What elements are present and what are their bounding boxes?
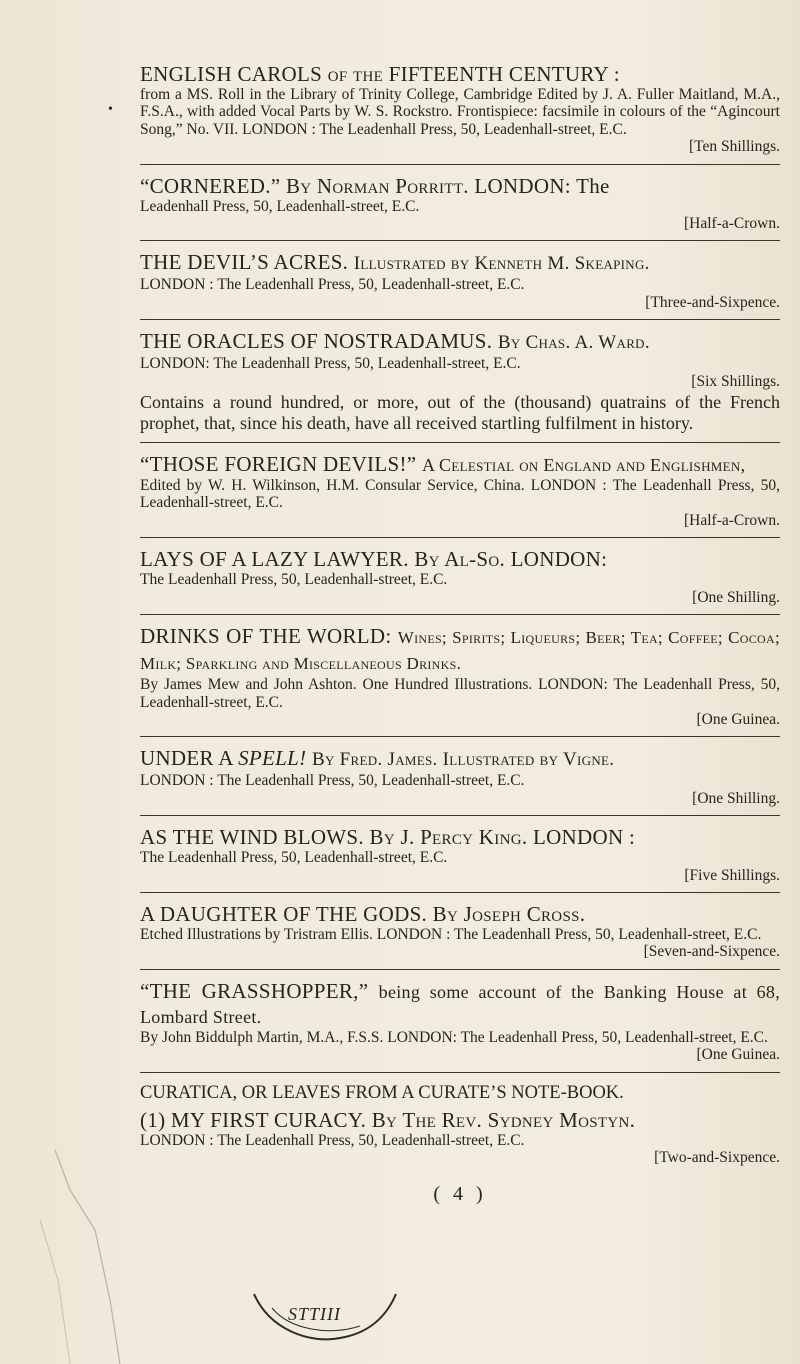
entry-devils-acres [140,250,780,320]
entry-price: [One Shilling. [692,789,780,807]
entry-title: “THE GRASSHOPPER,” [140,978,369,1003]
entry-english-carols [140,62,780,165]
entry-price: [One Guinea. [696,1046,780,1064]
entry-price: [Six Shillings. [691,372,780,390]
entry-as-the-wind-blows [140,825,780,893]
entry-author: By Chas. A. Ward. [497,332,650,354]
entry-price: [Half-a-Crown. [684,511,780,529]
entry-price: [Seven-and-Sixpence. [643,943,780,961]
entry-title: AS THE WIND BLOWS. [140,825,364,850]
entry-nostradamus [140,329,780,443]
entry-title: THE ORACLES OF NOSTRADAMUS. [140,329,493,354]
entry-body: LONDON : The Leadenhall Press, 50, Leadenhall-street, E.C. [140,276,525,294]
entry-subtitle: A Celestial on England and Englishmen, [421,455,746,476]
entry-curatica [140,1082,780,1175]
entry-body: By James Mew and John Ashton. One Hundred Illustrations. LONDON: The Leadenhall Press, 50, Leadenhall-street, E.C. [140,676,780,711]
entry-title: ENGLISH CAROLS [140,62,323,86]
entry-body: Edited by W. H. Wilkinson, H.M. Consular Service, China. LONDON : The Leadenhall Press, 50, Leadenhall-street, E.C. [140,477,780,512]
entry-body: LONDON : The Leadenhall Press, 50, Leadenhall-street, E.C. [140,1131,525,1149]
entry-title-cont: LONDON : [532,825,636,850]
entry-author: By Norman Porritt. [285,173,469,198]
entry-title: DRINKS OF THE WORLD: [140,624,392,649]
catalogue-column [140,62,780,1206]
entry-under-a-spell [140,746,780,816]
entry-illustrator: Illustrated by Kenneth M. Skeaping. [353,253,650,275]
entry-body: LONDON : The Leadenhall Press, 50, Leadenhall-street, E.C. [140,772,525,790]
entry-lazy-lawyer [140,547,780,615]
entry-daughter-of-the-gods [140,902,780,970]
curatica-subtitle: (1) MY FIRST CURACY. [140,1107,367,1132]
entry-drinks-of-the-world [140,624,780,737]
entry-title: THE DEVIL’S ACRES. [140,250,349,275]
entry-price: [Half-a-Crown. [684,215,780,233]
entry-title-italic: SPELL! [238,746,307,771]
entry-price: [One Shilling. [692,588,780,606]
entry-title-cont: LONDON: The [474,173,610,198]
bullet-mark: • [108,102,113,117]
entry-title: “CORNERED.” [140,173,281,198]
entry-title: LAYS OF A LAZY LAWYER. [140,547,409,572]
entry-description: Contains a round hundred, or more, out of the (thousand) quatrains of the French prophet, that, since his death, have all received startling fulfilment in history. [140,392,780,434]
entry-author: By Fred. James. Illustrated by Vigne. [311,749,615,771]
entry-price: [Five Shillings. [684,866,780,884]
curatica-title: CURATICA, OR LEAVES FROM A CURATE’S NOTE-BOOK. [140,1082,624,1103]
entry-author: By J. Percy King. [369,825,528,850]
entry-title-cont: LONDON: [510,547,608,572]
entry-grasshopper [140,979,780,1073]
page-number: ( 4 ) [433,1183,487,1206]
entry-price: [Two-and-Sixpence. [654,1148,780,1166]
entry-cornered [140,174,780,242]
entry-title-smallcaps: of the [327,62,384,86]
entry-title: “THOSE FOREIGN DEVILS!” [140,452,417,477]
entry-body: The Leadenhall Press, 50, Leadenhall-street, E.C. [140,571,448,589]
entry-body: The Leadenhall Press, 50, Leadenhall-street, E.C. [140,849,448,867]
entry-foreign-devils [140,452,780,538]
entry-price: [Ten Shillings. [688,138,780,156]
entry-price: [One Guinea. [696,710,780,728]
entry-subtitle: Wines; Spirits; Liqueurs; Beer; Tea; Coffee; Cocoa; Milk; Sparkling and Miscellaneous Drinks. [140,628,780,674]
entry-body: Etched Illustrations by Tristram Ellis. LONDON : The Leadenhall Press, 50, Leadenhall-street, E.C. [140,925,762,943]
entry-title: UNDER A [140,746,233,771]
curatica-author: By The Rev. Sydney Mostyn. [371,1107,636,1132]
entry-author: By Joseph Cross. [432,901,586,926]
entry-body: from a MS. Roll in the Library of Trinity College, Cambridge Edited by J. A. Fuller Maitland, M.A., F.S.A., with added Vocal Parts by W. S. Rockstro. Frontispiece: facsimile in colours of the “Agincourt Song,” No. VII. LONDON : The Leadenhall Press, 50, Leadenhall-street, E.C. [140,86,780,138]
stamp-text: STTIII [288,1304,342,1324]
entry-title: A DAUGHTER OF THE GODS. [140,901,428,926]
entry-price: [Three-and-Sixpence. [645,293,780,311]
entry-title-cont: FIFTEENTH CENTURY : [388,62,620,86]
entry-title-cont: being some account of the Banking House at 68, Lombard Street. [140,981,780,1027]
entry-author: By Al-So. [414,547,506,572]
entry-body: Leadenhall Press, 50, Leadenhall-street, E.C. [140,197,420,215]
entry-body: By John Biddulph Martin, M.A., F.S.S. LONDON: The Leadenhall Press, 50, Leadenhall-street, E.C. [140,1028,768,1046]
entry-body: LONDON: The Leadenhall Press, 50, Leadenhall-street, E.C. [140,355,521,373]
library-stamp [250,1290,400,1346]
